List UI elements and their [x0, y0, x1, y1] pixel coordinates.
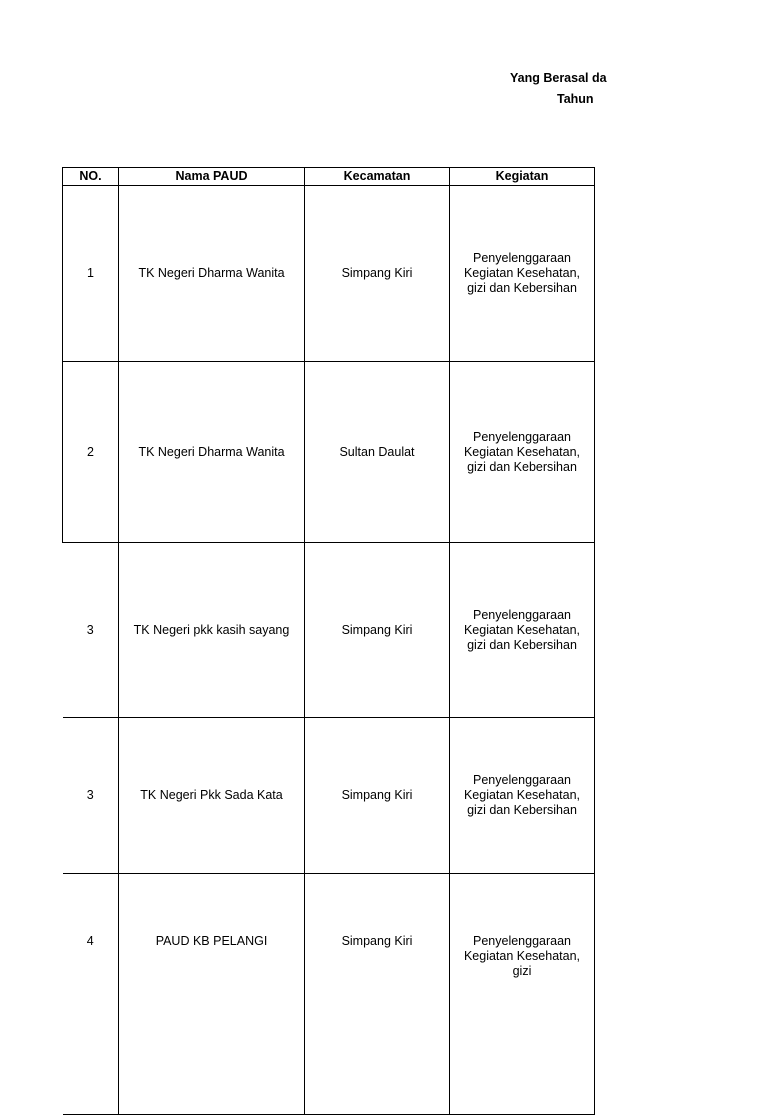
cell-nama-paud: TK Negeri Pkk Sada Kata: [119, 718, 305, 874]
table-row: [63, 543, 595, 718]
cell-kecamatan: Sultan Daulat: [305, 362, 450, 543]
header-nama-paud: Nama PAUD: [119, 168, 305, 186]
header-kegiatan: Kegiatan: [450, 168, 595, 186]
header-no: NO.: [63, 168, 119, 186]
cell-nama-paud: PAUD KB PELANGI: [119, 874, 305, 1115]
cell-no: 3: [63, 543, 119, 718]
document-title-line-1: Yang Berasal da: [510, 71, 607, 85]
cell-kecamatan: Simpang Kiri: [305, 874, 450, 1115]
table-row: [63, 874, 595, 1115]
cell-kecamatan: Simpang Kiri: [305, 186, 450, 362]
cell-kegiatan: Penyelenggaraan Kegiatan Kesehatan, gizi dan Kebersihan: [450, 718, 595, 874]
table-row: [63, 362, 595, 543]
cell-nama-paud: TK Negeri Dharma Wanita: [119, 186, 305, 362]
table-row: [63, 186, 595, 362]
cell-no: 1: [63, 186, 119, 362]
cell-no: 4: [63, 874, 119, 1115]
cell-no: 3: [63, 718, 119, 874]
cell-nama-paud: TK Negeri Dharma Wanita: [119, 362, 305, 543]
header-kecamatan: Kecamatan: [305, 168, 450, 186]
cell-kecamatan: Simpang Kiri: [305, 718, 450, 874]
cell-kegiatan: Penyelenggaraan Kegiatan Kesehatan, gizi: [450, 874, 595, 1115]
cell-kegiatan: Penyelenggaraan Kegiatan Kesehatan, gizi dan Kebersihan: [450, 362, 595, 543]
cell-kecamatan: Simpang Kiri: [305, 543, 450, 718]
paud-table: [62, 167, 595, 1115]
cell-no: 2: [63, 362, 119, 543]
table-header-row: [63, 168, 595, 186]
cell-kegiatan: Penyelenggaraan Kegiatan Kesehatan, gizi dan Kebersihan: [450, 186, 595, 362]
table-row: [63, 718, 595, 874]
cell-nama-paud: TK Negeri pkk kasih sayang: [119, 543, 305, 718]
cell-kegiatan: Penyelenggaraan Kegiatan Kesehatan, gizi dan Kebersihan: [450, 543, 595, 718]
document-title-line-2: Tahun: [557, 92, 594, 106]
